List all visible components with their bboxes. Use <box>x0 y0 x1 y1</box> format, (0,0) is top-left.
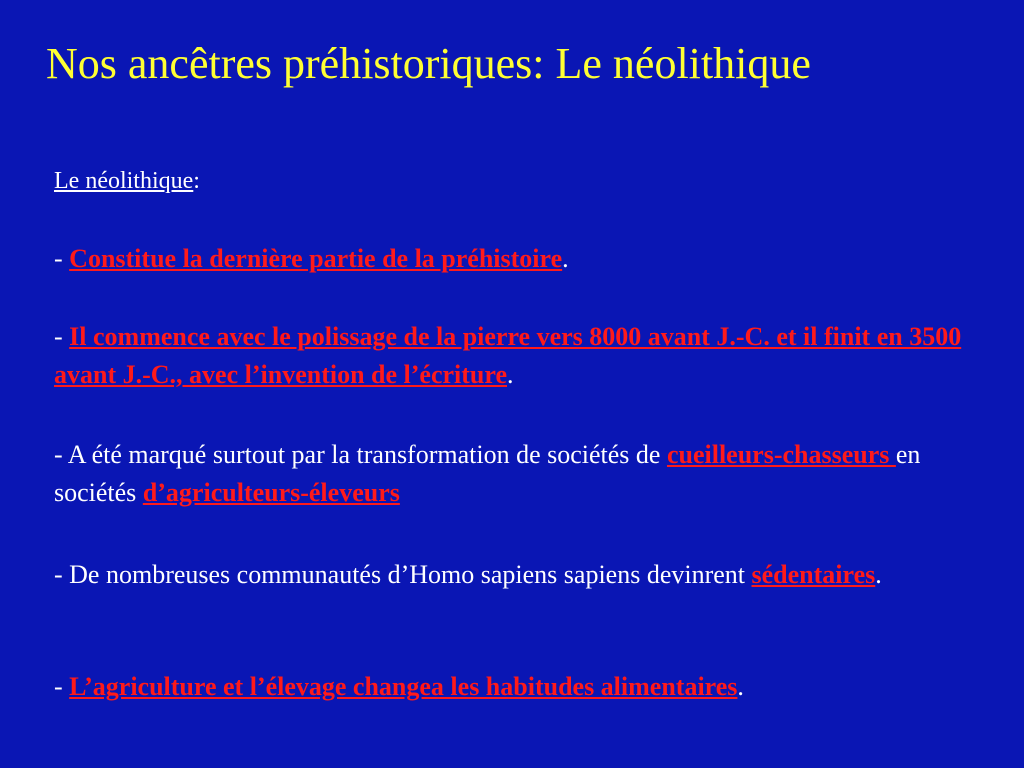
bullet-4-end: . <box>875 560 882 589</box>
bullet-5-end: . <box>737 672 744 701</box>
bullet-2 <box>54 318 974 394</box>
bullet-5-dash: - <box>54 672 70 701</box>
bullet-2-highlight: Il commence avec le polissage de la pierre vers 8000 avant J.-C. et il finit en 3500 avant J.-C., avec l’invention de l’écriture <box>54 322 962 389</box>
bullet-4-text-1: - De nombreuses communautés d’Homo sapiens sapiens devinrent <box>54 560 752 589</box>
bullet-1-highlight: Constitue la dernière partie de la préhistoire <box>69 244 563 273</box>
section-heading-label: Le néolithique <box>54 168 194 194</box>
bullet-1-dash: - <box>54 244 70 273</box>
section-heading <box>54 165 200 197</box>
bullet-1 <box>54 240 974 278</box>
bullet-5-highlight: L’agriculture et l’élevage changea les habitudes alimentaires <box>69 672 738 701</box>
bullet-2-dash: - <box>54 322 70 351</box>
bullet-5 <box>54 668 974 706</box>
bullet-3 <box>54 436 974 512</box>
bullet-4 <box>54 556 974 594</box>
bullet-3-text-2: en sociétés <box>54 440 921 507</box>
bullet-3-text-1: - A été marqué surtout par la transformation de sociétés de <box>54 440 667 469</box>
bullet-2-end: . <box>507 360 514 389</box>
bullet-4-highlight: sédentaires <box>751 560 876 589</box>
slide-title: Nos ancêtres préhistoriques: Le néolithique <box>46 39 811 88</box>
bullet-3-highlight-1: cueilleurs-chasseurs <box>666 440 896 469</box>
bullet-3-highlight-2: d’agriculteurs-éleveurs <box>142 478 400 507</box>
section-heading-colon: : <box>193 168 200 194</box>
bullet-1-end: . <box>562 244 569 273</box>
